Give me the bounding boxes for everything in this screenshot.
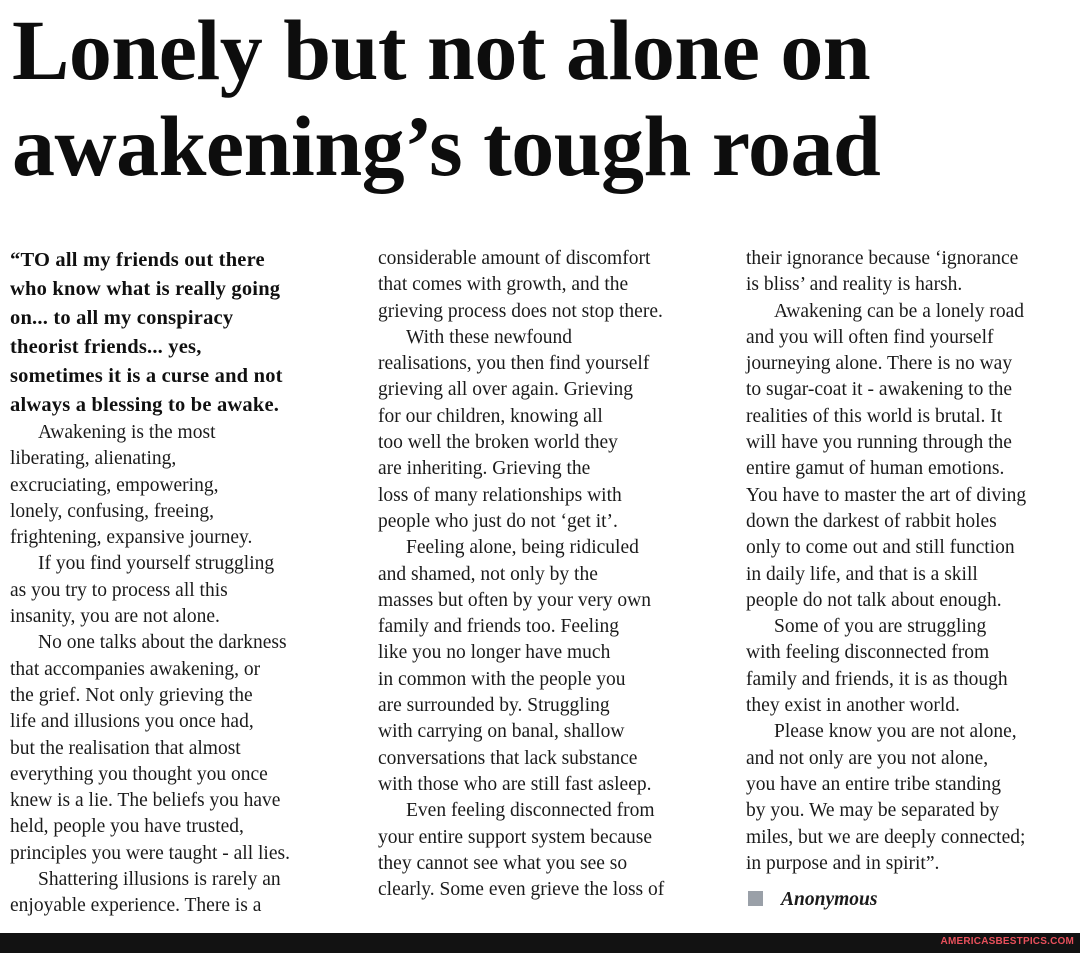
body-line: are surrounded by. Struggling (378, 695, 610, 717)
article-column-2 (378, 246, 728, 903)
body-line: miles, but we are deeply connected; (746, 826, 1026, 848)
body-line: frightening, expansive journey. (10, 527, 253, 549)
body-line: Even feeling disconnected from (406, 800, 655, 822)
body-line: Awakening can be a lonely road (774, 300, 1024, 322)
body-line: to sugar-coat it - awakening to the (746, 379, 1013, 401)
body-line: Awakening is the most (38, 422, 216, 443)
lead-line: theorist friends... yes, (10, 336, 202, 358)
lead-line: sometimes it is a curse and not (10, 365, 283, 387)
body-line: Some of you are struggling (774, 616, 987, 638)
body-line: people do not talk about enough. (746, 589, 1002, 611)
article-column-3 (746, 246, 1080, 913)
body-line: is bliss’ and reality is harsh. (746, 274, 963, 296)
body-line: with carrying on banal, shallow (378, 721, 625, 743)
signature-row (746, 887, 1080, 913)
body-line: their ignorance because ‘ignorance (746, 248, 1019, 269)
body-line: conversations that lack substance (378, 747, 638, 769)
body-line: your entire support system because (378, 826, 653, 848)
body-line: and you will often find yourself (746, 326, 994, 348)
body-line: as you try to process all this (10, 579, 228, 601)
site-watermark: AMERICASBESTPICS.COM (940, 936, 1074, 947)
article-column-1 (10, 246, 350, 920)
body-line: grieving process does not stop there. (378, 300, 663, 322)
body-line: You have to master the art of diving (746, 484, 1027, 506)
body-line: With these newfound (406, 326, 573, 348)
body-line: principles you were taught - all lies. (10, 842, 290, 864)
body-line: realities of this world is brutal. It (746, 405, 1003, 427)
body-line: they exist in another world. (746, 695, 960, 717)
body-line: too well the broken world they (378, 432, 618, 454)
lead-line: who know what is really going (10, 278, 281, 300)
body-line: excruciating, empowering, (10, 474, 219, 496)
column-1-body (10, 420, 350, 920)
body-line: entire gamut of human emotions. (746, 458, 1005, 480)
body-line: liberating, alienating, (10, 448, 177, 470)
body-line: but the realisation that almost (10, 737, 241, 759)
headline-line-1: Lonely but not alone on (12, 2, 871, 98)
body-line: are inheriting. Grieving the (378, 458, 591, 480)
body-line: clearly. Some even grieve the loss of (378, 879, 665, 901)
body-line: held, people you have trusted, (10, 816, 244, 838)
body-line: in purpose and in spirit”. (746, 852, 940, 874)
column-3-body (746, 246, 1080, 877)
body-line: knew is a lie. The beliefs you have (10, 790, 281, 812)
bullet-square-icon (748, 891, 763, 906)
body-line: masses but often by your very own (378, 589, 651, 611)
body-line: and not only are you not alone, (746, 747, 989, 769)
lead-line: always a blessing to be awake. (10, 394, 280, 416)
body-line: down the darkest of rabbit holes (746, 510, 997, 532)
body-line: the grief. Not only grieving the (10, 684, 253, 706)
body-line: lonely, confusing, freeing, (10, 500, 214, 522)
body-line: grieving all over again. Grieving (378, 379, 634, 401)
article-headline (12, 2, 1072, 194)
body-line: life and illusions you once had, (10, 711, 254, 733)
body-line: only to come out and still function (746, 537, 1015, 559)
body-line: in daily life, and that is a skill (746, 563, 978, 585)
body-line: like you no longer have much (378, 642, 611, 664)
body-line: No one talks about the darkness (38, 632, 287, 654)
body-line: that comes with growth, and the (378, 274, 629, 296)
body-line: insanity, you are not alone. (10, 606, 220, 628)
author-signature: Anonymous (781, 889, 878, 911)
body-line: and shamed, not only by the (378, 563, 598, 585)
body-line: family and friends too. Feeling (378, 616, 619, 638)
body-line: they cannot see what you see so (378, 852, 628, 874)
body-line: you have an entire tribe standing (746, 773, 1002, 795)
column-2-body (378, 246, 728, 903)
body-line: Please know you are not alone, (774, 721, 1017, 743)
body-line: will have you running through the (746, 432, 1012, 454)
body-line: considerable amount of discomfort (378, 248, 651, 269)
body-line: Feeling alone, being ridiculed (406, 537, 639, 559)
body-line: journeying alone. There is no way (746, 353, 1013, 375)
body-line: If you find yourself struggling (38, 553, 275, 575)
lead-line: “TO all my friends out there (10, 249, 265, 271)
body-line: in common with the people you (378, 668, 626, 690)
lead-line: on... to all my conspiracy (10, 307, 234, 329)
body-line: family and friends, it is as though (746, 668, 1008, 690)
body-line: with those who are still fast asleep. (378, 773, 652, 795)
body-line: everything you thought you once (10, 763, 268, 785)
headline-line-2: awakening’s tough road (12, 98, 881, 194)
lead-paragraph (10, 246, 350, 420)
body-line: by you. We may be separated by (746, 800, 1000, 822)
body-line: people who just do not ‘get it’. (378, 510, 618, 532)
body-line: loss of many relationships with (378, 484, 622, 506)
body-line: that accompanies awakening, or (10, 658, 261, 680)
body-line: for our children, knowing all (378, 405, 603, 427)
body-line: Shattering illusions is rarely an (38, 869, 281, 891)
body-line: with feeling disconnected from (746, 642, 990, 664)
body-line: enjoyable experience. There is a (10, 895, 262, 917)
footer-bar (0, 933, 1080, 953)
body-line: realisations, you then find yourself (378, 353, 650, 375)
